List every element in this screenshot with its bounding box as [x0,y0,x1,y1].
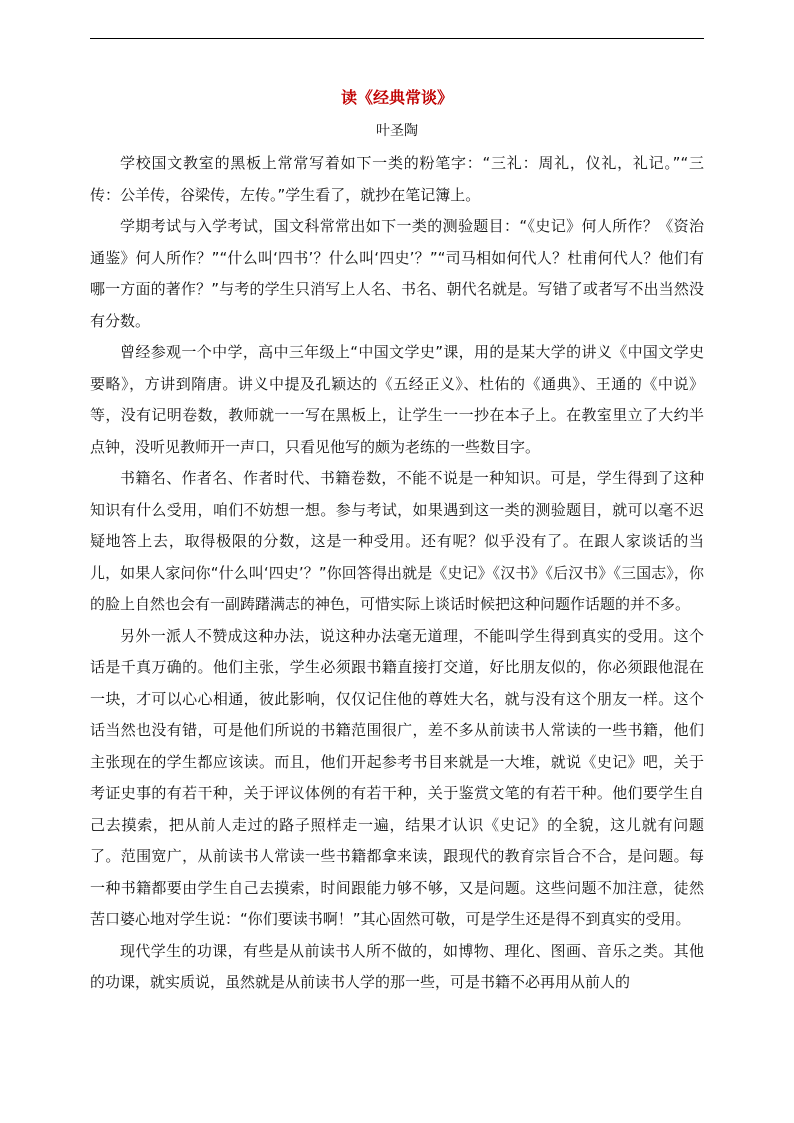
paragraph: 学校国文教室的黑板上常常写着如下一类的粉笔字：“三礼：周礼，仪礼，礼记。”“三传：公羊传，谷梁传，左传。”学生看了，就抄在笔记簿上。 [90,154,704,204]
article-title: 读《经典常谈》 [340,88,453,107]
article-author: 叶圣陶 [376,123,418,139]
paragraph: 现代学生的功课，有些是从前读书人所不做的，如博物、理化、图画、音乐之类。其他的功课，就实质说，虽然就是从前读书人学的那一些，可是书籍不必再用从前人的 [90,941,704,991]
header-rule [90,38,704,39]
paragraph: 书籍名、作者名、作者时代、书籍卷数，不能不说是一种知识。可是，学生得到了这种知识有什么受用，咱们不妨想一想。参与考试，如果遇到这一类的测验题目，就可以毫不迟疑地答上去，取得极限的分数，这是一种受用。还有呢？似乎没有了。在跟人家谈话的当儿，如果人家问你“什么叫‘四史’？”你回答得出就是《史记》《汉书》《后汉书》《三国志》，你的脸上自然也会有一副踌躇满志的神色，可惜实际上谈话时候把这种问题作话题的并不多。 [90,469,704,613]
paragraph: 另外一派人不赞成这种办法，说这种办法毫无道理，不能叫学生得到真实的受用。这个话是千真万确的。他们主张，学生必须跟书籍直接打交道，好比朋友似的，你必须跟他混在一块，才可以心心相通，彼此影响，仅仅记住他的尊姓大名，就与没有这个朋友一样。这个话当然也没有错，可是他们所说的书籍范围很广，差不多从前读书人常读的一些书籍，他们主张现在的学生都应该读。而且，他们开起参考书目来就是一大堆，就说《史记》吧，关于考证史事的有若干种，关于评议体例的有若干种，关于鉴赏文笔的有若干种。他们要学生自己去摸索，把从前人走过的路子照样走一遍，结果才认识《史记》的全貌，这儿就有问题了。范围宽广，从前读书人常读一些书籍都拿来读，跟现代的教育宗旨合不合，是问题。每一种书籍都要由学生自己去摸索，时间跟能力够不够，又是问题。这些问题不加注意，徒然苦口婆心地对学生说：“你们要读书啊！”其心固然可敬，可是学生还是得不到真实的受用。 [90,626,704,928]
article-body [90,148,704,999]
paragraph: 曾经参观一个中学，高中三年级上“中国文学史”课，用的是某大学的讲义《中国文学史要略》，方讲到隋唐。讲义中提及孔颖达的《五经正义》、杜佑的《通典》、王通的《中说》等，没有记明卷数，教师就一一写在黑板上，让学生一一抄在本子上。在教室里立了大约半点钟，没听见教师开一声口，只看见他写的颇为老练的一些数目字。 [90,343,704,456]
paragraph: 学期考试与入学考试，国文科常常出如下一类的测验题目：“《史记》何人所作？《资治通鉴》何人所作？”“什么叫‘四书’？什么叫‘四史’？”“司马相如何代人？杜甫何代人？他们有哪一方面的著作？”与考的学生只消写上人名、书名、朝代名就是。写错了或者写不出当然没有分数。 [90,217,704,330]
